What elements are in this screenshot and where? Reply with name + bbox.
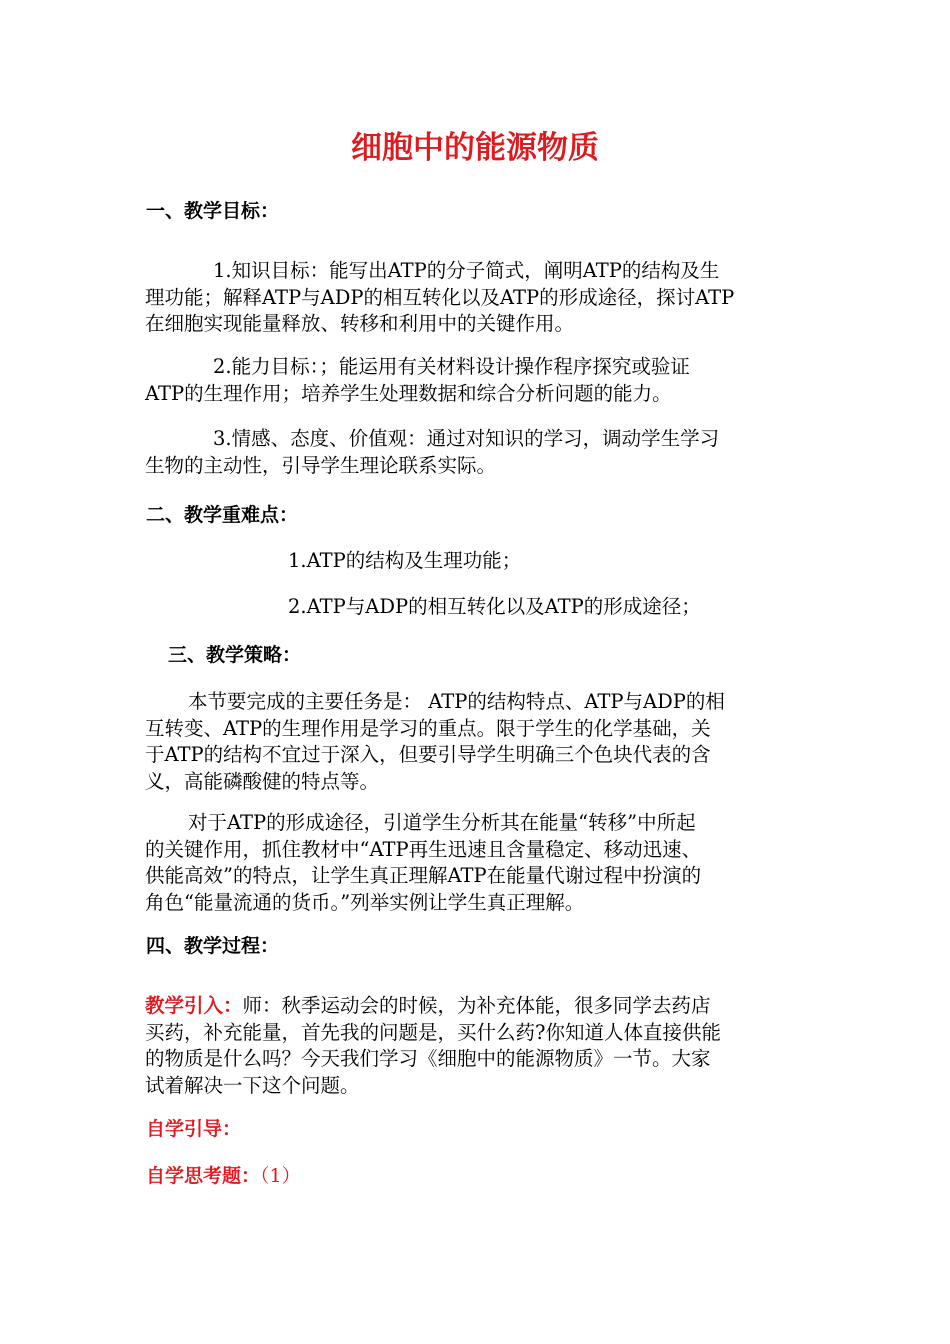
document-title: 细胞中的能源物质 [351,130,599,166]
paragraph-line: 的关键作用，抓住教材中“ATP再生迅速且含量稳定、移动迅速、 [145,837,702,861]
paragraph-line: 角色“能量流通的货币。”列举实例让学生真正理解。 [145,890,585,914]
teaching-intro-label: 教学引入： [145,994,243,1017]
paragraph-line: 2.能力目标：；能运用有关材料设计操作程序探究或验证 [213,355,690,378]
section-heading-key-points: 二、教学重难点： [146,504,299,526]
section-heading-teaching-goals: 一、教学目标： [146,200,280,222]
key-point-item: 1.ATP的结构及生理功能； [288,549,522,572]
goal-emotion-paragraph [145,426,805,479]
strategy-paragraph-1 [145,689,805,795]
section-heading-teaching-process: 四、教学过程： [146,935,280,957]
goal-ability-paragraph [145,354,805,407]
paragraph-line: 1.知识目标：能写出ATP的分子简式，阐明ATP的结构及生 [213,259,720,282]
goal-knowledge-paragraph [145,258,805,338]
key-point-item: 2.ATP与ADP的相互转化以及ATP的形成途径； [288,595,701,618]
teaching-intro-paragraph [145,993,805,1099]
paragraph-line: 生物的主动性，引导学生理论联系实际。 [145,453,497,477]
self-study-question-label: 自学思考题： [146,1165,261,1187]
paragraph-line: ATP的生理作用；培养学生处理数据和综合分析问题的能力。 [145,381,672,405]
section-heading-teaching-strategy: 三、教学策略： [168,644,302,666]
teaching-intro-text: 师：秋季运动会的时候，为补充体能，很多同学去药店 [242,994,711,1017]
self-study-question-number: （1） [260,1165,301,1187]
paragraph-line: 对于ATP的形成途径，引道学生分析其在能量“转移”中所起 [188,811,696,834]
paragraph-line: 的物质是什么吗？今天我们学习《细胞中的能源物质》一节。大家 [145,1047,711,1070]
paragraph-line: 买药，补充能量，首先我的问题是，买什么药?你知道人体直接供能 [145,1020,721,1044]
paragraph-line: 互转变、ATP的生理作用是学习的重点。限于学生的化学基础，关 [145,716,711,740]
paragraph-line: 在细胞实现能量释放、转移和利用中的关键作用。 [145,312,575,335]
self-study-question-line [146,1163,301,1189]
paragraph-line: 理功能；解释ATP与ADP的相互转化以及ATP的形成途径，探讨ATP [145,285,735,309]
self-study-guide-label: 自学引导： [146,1118,242,1140]
paragraph-line: 于ATP的结构不宜过于深入，但要引导学生明确三个色块代表的含 [145,743,711,766]
paragraph-line: 3.情感、态度、价值观：通过对知识的学习，调动学生学习 [213,427,720,450]
paragraph-line: 本节要完成的主要任务是： ATP的结构特点、ATP与ADP的相 [188,690,725,713]
paragraph-line: 试着解决一下这个问题。 [145,1073,360,1097]
paragraph-line: 供能高效”的特点，让学生真正理解ATP在能量代谢过程中扮演的 [145,864,702,887]
paragraph-line [145,993,805,1020]
paragraph-line: 义，高能磷酸健的特点等。 [145,769,380,793]
strategy-paragraph-2 [145,810,805,916]
